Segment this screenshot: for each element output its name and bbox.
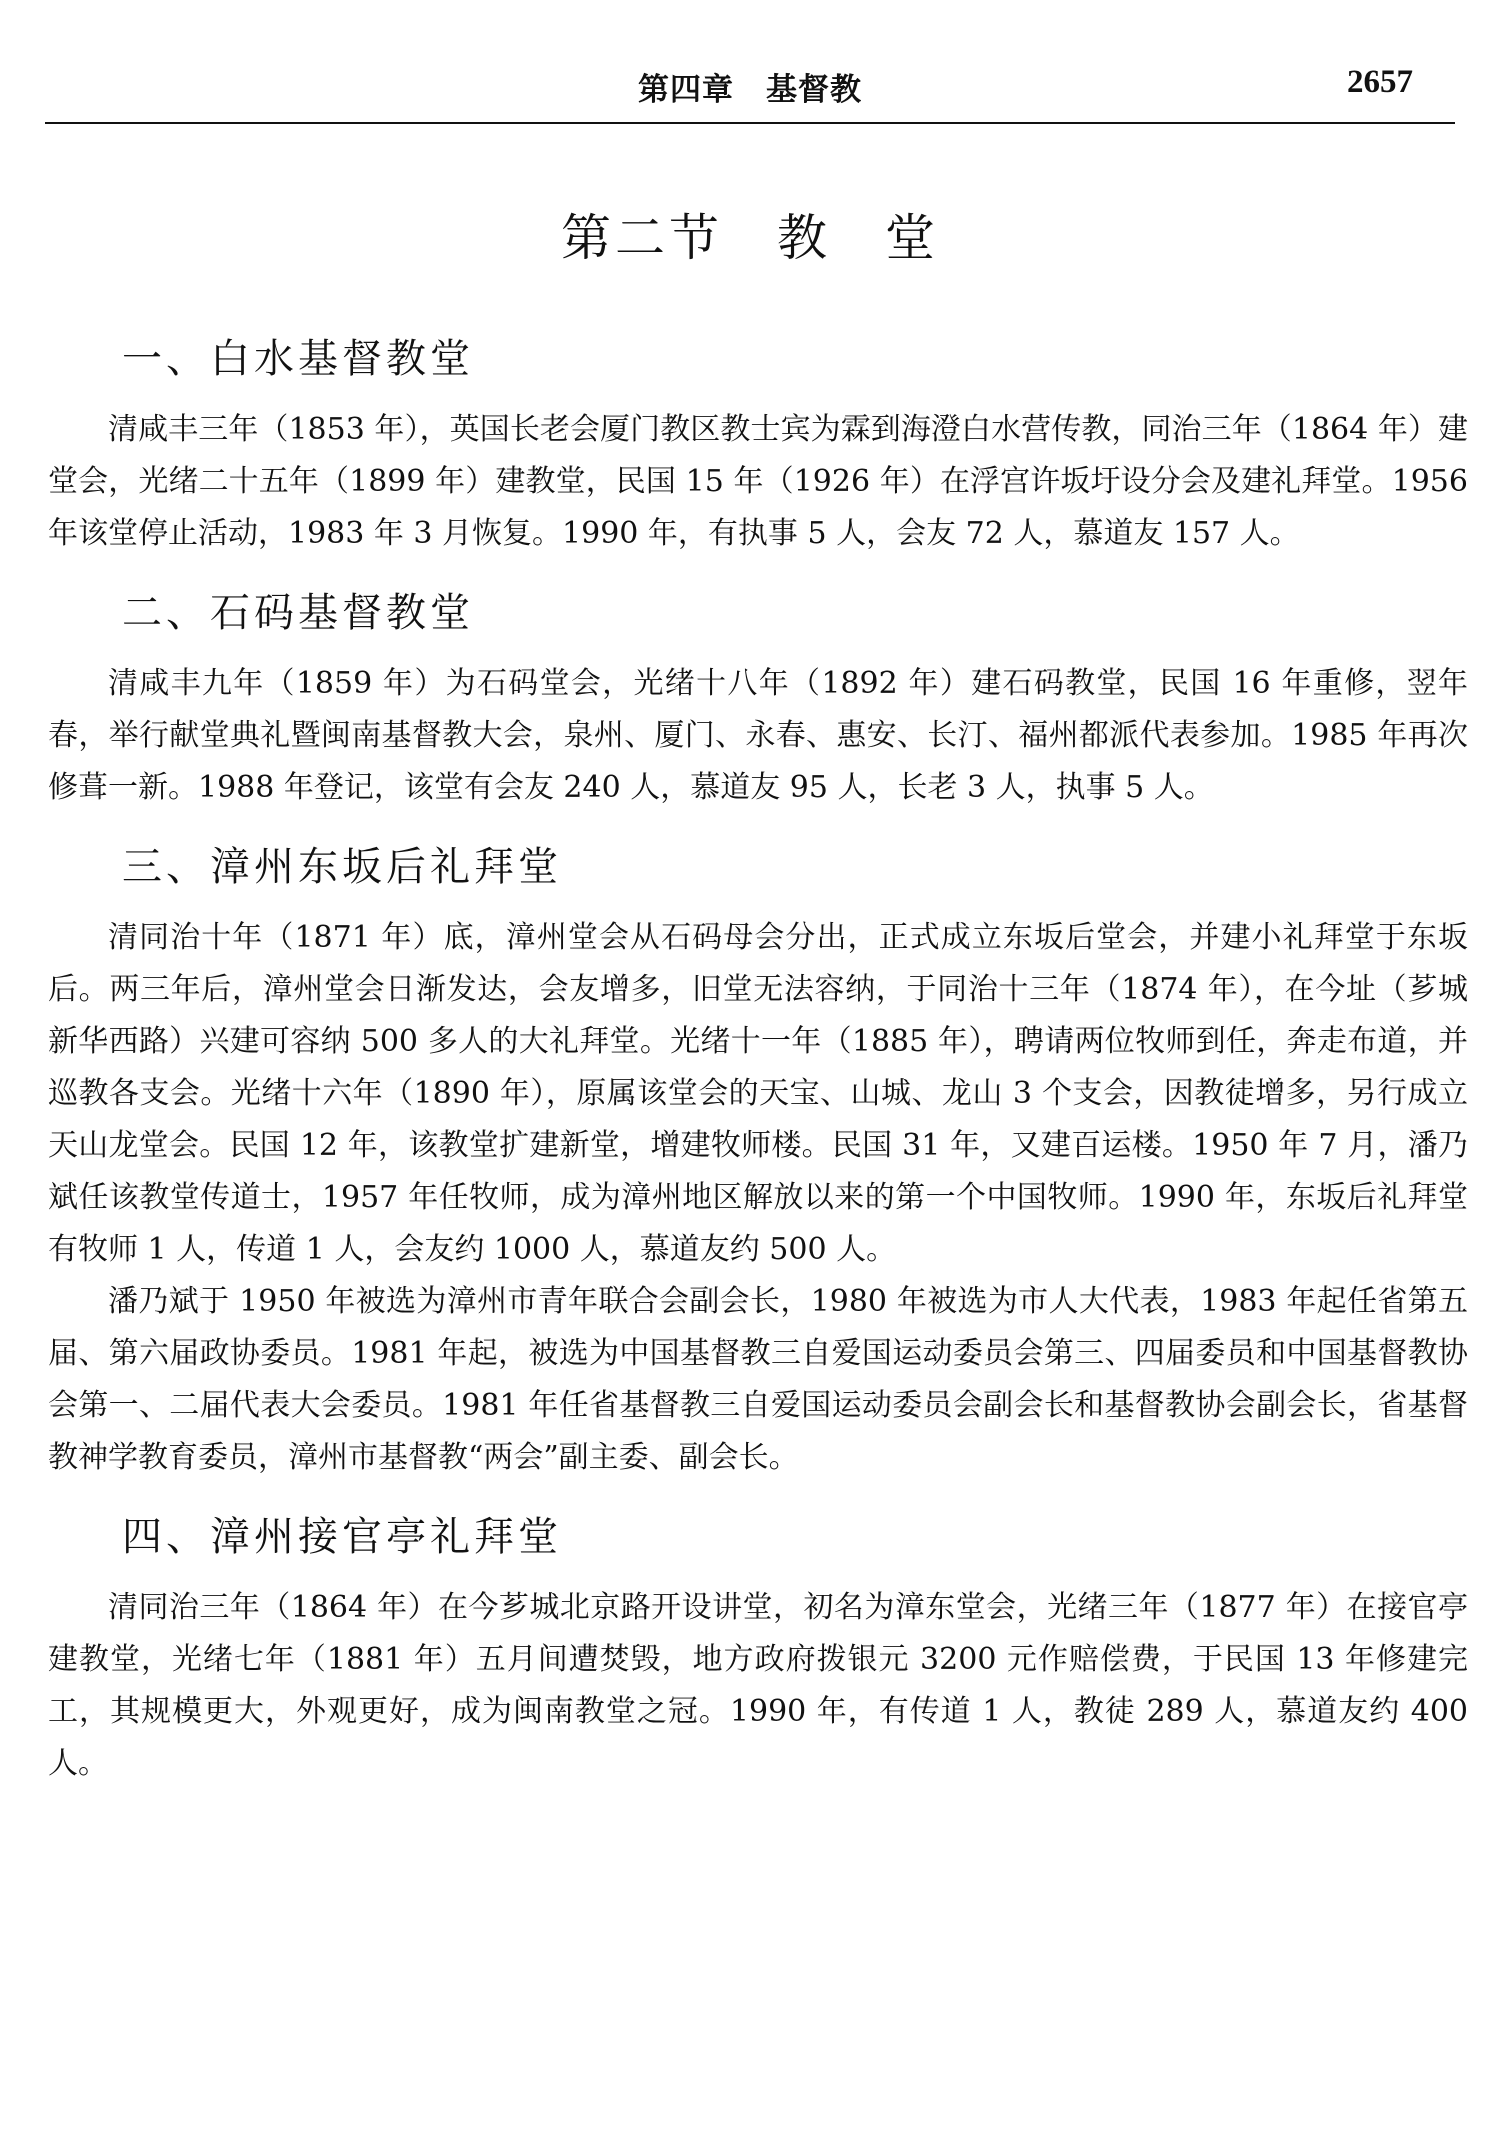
sub-heading-baishui: 一、白水基督教堂: [122, 336, 474, 382]
paragraph: 清咸丰三年（1853 年），英国长老会厦门教区教士宾为霖到海澄白水营传教，同治三年（1864 年）建堂会，光绪二十五年（1899 年）建教堂，民国 15 年（1926 年）在浮宫许坂圩设分会及建礼拜堂。1956 年该堂停止活动，1983 年 3 月恢复。1990 年，有执事 5 人，会友 72 人，慕道友 157 人。: [48, 412, 1468, 551]
section-title: 第二节 教 堂: [561, 209, 939, 267]
paragraph: 清同治十年（1871 年）底，漳州堂会从石码母会分出，正式成立东坂后堂会，并建小礼拜堂于东坂后。两三年后，漳州堂会日渐发达，会友增多，旧堂无法容纳，于同治十三年（1874 年），在今址（芗城新华西路）兴建可容纳 500 多人的大礼拜堂。光绪十一年（1885 年），聘请两位牧师到任，奔走布道，并巡教各支会。光绪十六年（1890 年），原属该堂会的天宝、山城、龙山 3 个支会，因教徒增多，另行成立天山龙堂会。民国 12 年，该教堂扩建新堂，增建牧师楼。民国 31 年，又建百运楼。1950 年 7 月，潘乃斌任该教堂传道士，1957 年任牧师，成为漳州地区解放以来的第一个中国牧师。1990 年，东坂后礼拜堂有牧师 1 人，传道 1 人，会友约 1000 人，慕道友约 500 人。: [48, 920, 1468, 1267]
main-content: [48, 326, 1468, 1790]
sub-heading-jieguanting: 四、漳州接官亭礼拜堂: [122, 1514, 562, 1560]
paragraph: 潘乃斌于 1950 年被选为漳州市青年联合会副会长，1980 年被选为市人大代表，1983 年起任省第五届、第六届政协委员。1981 年起，被选为中国基督教三自爱国运动委员会第三、四届委员和中国基督教协会第一、二届代表大会委员。1981 年任省基督教三自爱国运动委员会副会长和基督教协会副会长，省基督教神学教育委员，漳州市基督教“两会”副主委、副会长。: [48, 1284, 1468, 1475]
page-number: 2657: [1347, 64, 1413, 100]
running-title: 第四章 基督教: [638, 72, 862, 108]
sub-heading-shima: 二、石码基督教堂: [122, 590, 474, 636]
running-header: [45, 62, 1455, 124]
sub-heading-dongbanhou: 三、漳州东坂后礼拜堂: [122, 844, 562, 890]
paragraph: 清同治三年（1864 年）在今芗城北京路开设讲堂，初名为漳东堂会，光绪三年（1877 年）在接官亭建教堂，光绪七年（1881 年）五月间遭焚毁，地方政府拨银元 3200 元作赔偿费，于民国 13 年修建完工，其规模更大，外观更好，成为闽南教堂之冠。1990 年，有传道 1 人，教徒 289 人，慕道友约 400 人。: [48, 1590, 1468, 1781]
paragraph: 清咸丰九年（1859 年）为石码堂会，光绪十八年（1892 年）建石码教堂，民国 16 年重修，翌年春，举行献堂典礼暨闽南基督教大会，泉州、厦门、永春、惠安、长汀、福州都派代表参加。1985 年再次修葺一新。1988 年登记，该堂有会友 240 人，慕道友 95 人，长老 3 人，执事 5 人。: [48, 666, 1468, 805]
